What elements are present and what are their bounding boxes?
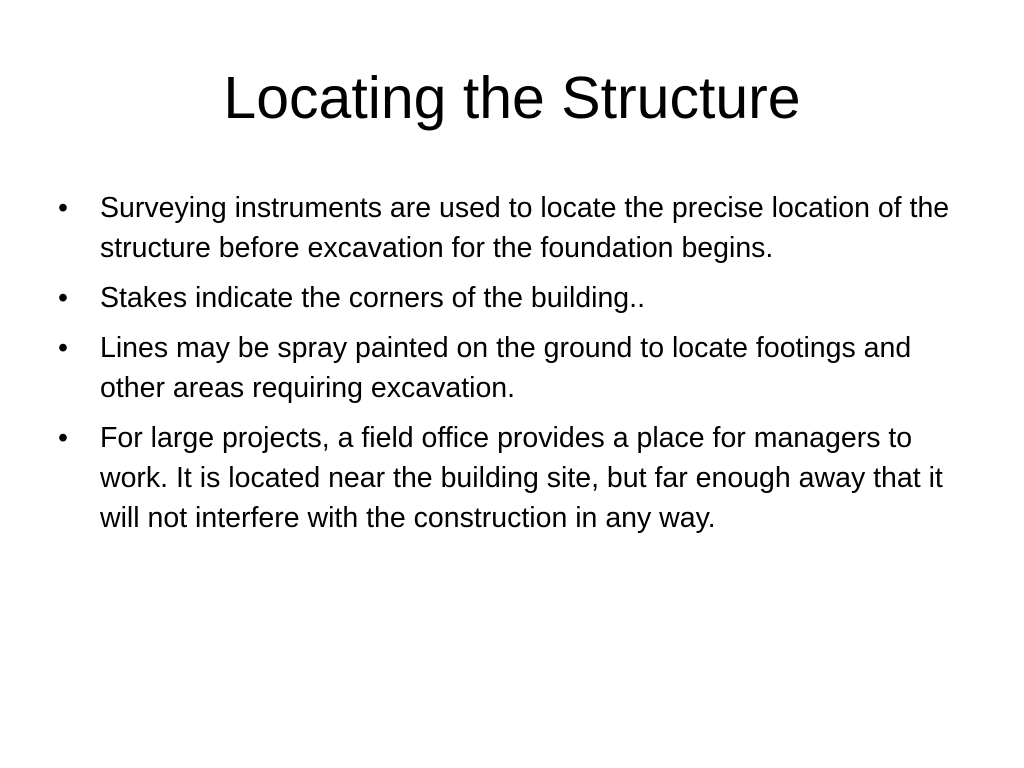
bullet-icon: • xyxy=(58,422,68,454)
bullet-icon: • xyxy=(58,332,68,364)
bullet-text: Stakes indicate the corners of the building.. xyxy=(100,282,645,314)
bullet-text: Lines may be spray painted on the ground to locate footings and other areas requiring excavation. xyxy=(100,332,912,404)
bullet-icon: • xyxy=(58,282,68,314)
bullet-list xyxy=(58,188,970,548)
bullet-text: For large projects, a field office provides a place for managers to work. It is located near the building site, but far enough away that it will not interfere with the construction in any way. xyxy=(100,422,943,534)
slide-title: Locating the Structure xyxy=(223,65,801,131)
bullet-item xyxy=(58,328,970,408)
bullet-item xyxy=(58,278,970,318)
bullet-item xyxy=(58,188,970,268)
bullet-item xyxy=(58,418,970,538)
bullet-text: Surveying instruments are used to locate the precise location of the structure before excavation for the foundation begins. xyxy=(100,192,950,264)
bullet-icon: • xyxy=(58,192,68,224)
